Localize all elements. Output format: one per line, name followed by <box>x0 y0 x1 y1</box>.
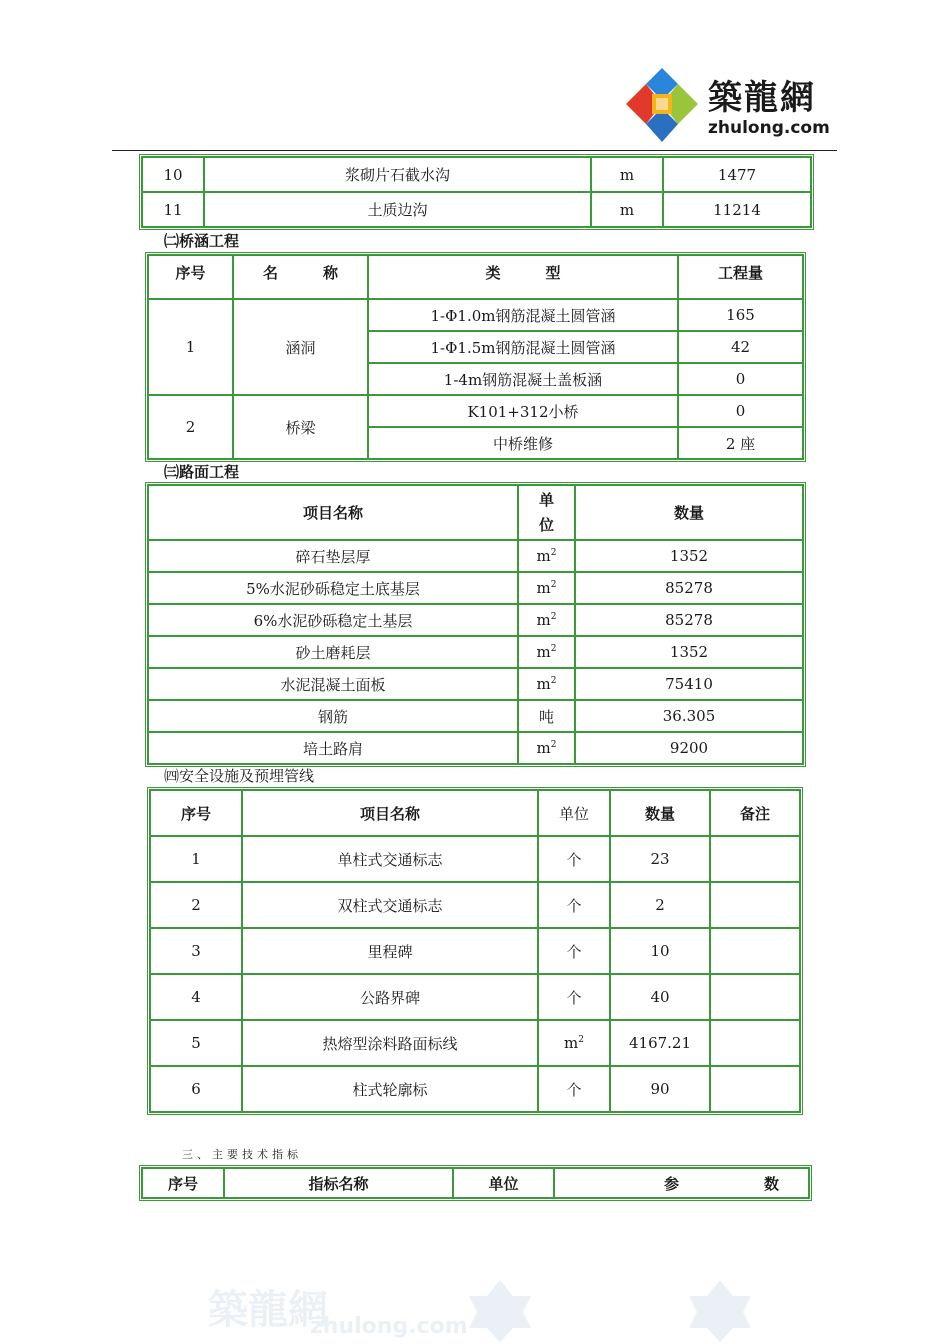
table-row <box>148 572 803 604</box>
item-type: K101+312小桥 <box>368 395 678 427</box>
group-no: 1 <box>148 299 233 395</box>
table-row <box>148 395 803 427</box>
row-name: 双柱式交通标志 <box>242 882 538 928</box>
header-unit-line1: 单 <box>538 490 554 509</box>
row-unit <box>538 974 610 1020</box>
row-unit <box>538 836 610 882</box>
row-name: 碎石垫层厚 <box>148 540 518 572</box>
unit-text: m <box>536 643 551 661</box>
row-no: 3 <box>150 928 242 974</box>
row-unit <box>518 732 575 764</box>
row-unit <box>538 882 610 928</box>
row-unit <box>538 1020 610 1066</box>
row-note <box>710 928 800 974</box>
row-qty: 75410 <box>575 668 803 700</box>
row-name: 里程碑 <box>242 928 538 974</box>
watermark-snowflake-icon <box>685 1278 755 1344</box>
group-name: 桥梁 <box>233 395 368 459</box>
unit-sup: 2 <box>550 644 557 654</box>
row-name: 钢筋 <box>148 700 518 732</box>
row-qty: 1477 <box>663 157 811 192</box>
row-name: 6%水泥砂砾稳定土基层 <box>148 604 518 636</box>
header-unit: 单位 <box>453 1168 554 1198</box>
unit-sup: 2 <box>550 676 557 686</box>
item-type: 1-Φ1.5m钢筋混凝土圆管涵 <box>368 331 678 363</box>
row-name: 水泥混凝土面板 <box>148 668 518 700</box>
row-note <box>710 1066 800 1112</box>
table-row <box>148 540 803 572</box>
pavement-table <box>145 482 806 767</box>
row-no: 2 <box>150 882 242 928</box>
row-name: 浆砌片石截水沟 <box>204 157 591 192</box>
table-row <box>150 928 800 974</box>
header-unit: 单位 <box>538 790 610 836</box>
group-no: 2 <box>148 395 233 459</box>
header-note: 备注 <box>710 790 800 836</box>
section-title-technical-indicators: 三、主要技术指标 <box>182 1148 302 1161</box>
row-qty: 2 <box>610 882 710 928</box>
unit-text: 个 <box>566 850 582 869</box>
row-unit <box>518 572 575 604</box>
row-name: 热熔型涂料路面标线 <box>242 1020 538 1066</box>
safety-facilities-table <box>147 787 803 1115</box>
item-type: 中桥维修 <box>368 427 678 459</box>
header-name: 项目名称 <box>148 485 518 540</box>
watermark <box>200 1278 760 1344</box>
header-no: 序号 <box>142 1168 224 1198</box>
row-qty: 36.305 <box>575 700 803 732</box>
row-no: 1 <box>150 836 242 882</box>
table-row <box>150 1066 800 1112</box>
item-qty: 0 <box>678 363 803 395</box>
table-row <box>142 192 811 227</box>
table-header-row <box>148 485 803 540</box>
header-qty: 数量 <box>575 485 803 540</box>
row-note <box>710 974 800 1020</box>
table-row <box>148 604 803 636</box>
header-params <box>554 1168 809 1198</box>
row-name: 5%水泥砂砾稳定土底基层 <box>148 572 518 604</box>
row-unit <box>518 604 575 636</box>
row-unit <box>538 928 610 974</box>
unit-text: m <box>536 579 551 597</box>
table-row <box>148 668 803 700</box>
row-note <box>710 882 800 928</box>
unit-text: 个 <box>566 1080 582 1099</box>
row-no: 10 <box>142 157 204 192</box>
unit-text: m <box>536 611 551 629</box>
item-qty: 0 <box>678 395 803 427</box>
row-name: 培土路肩 <box>148 732 518 764</box>
header-param-1: 参 <box>663 1174 679 1193</box>
row-qty: 40 <box>610 974 710 1020</box>
unit-text: 吨 <box>538 707 554 726</box>
row-unit: m <box>591 192 663 227</box>
row-unit <box>518 636 575 668</box>
unit-sup: 2 <box>550 580 557 590</box>
unit-sup: 2 <box>578 1035 584 1045</box>
row-no: 4 <box>150 974 242 1020</box>
row-qty: 4167.21 <box>610 1020 710 1066</box>
row-unit <box>518 668 575 700</box>
header-rule <box>112 150 837 151</box>
section-title-pavement: ㈢路面工程 <box>164 463 240 481</box>
unit-text: 个 <box>566 896 582 915</box>
row-qty: 90 <box>610 1066 710 1112</box>
row-qty: 85278 <box>575 604 803 636</box>
row-qty: 10 <box>610 928 710 974</box>
bridges-culverts-table <box>145 252 806 462</box>
header-type: 类 型 <box>368 255 678 299</box>
header-no: 序号 <box>148 255 233 299</box>
header-param-2: 数 <box>763 1174 779 1193</box>
unit-text: m <box>536 675 551 693</box>
table-row <box>150 974 800 1020</box>
table-row <box>148 636 803 668</box>
row-name: 砂土磨耗层 <box>148 636 518 668</box>
table-row <box>150 882 800 928</box>
logo-text-en: zhulong.com <box>708 118 830 138</box>
header-unit-line2: 位 <box>538 515 554 534</box>
header-unit <box>518 485 575 540</box>
row-name: 公路界碑 <box>242 974 538 1020</box>
table-header-row <box>142 1168 809 1198</box>
row-qty: 11214 <box>663 192 811 227</box>
header-no: 序号 <box>150 790 242 836</box>
row-unit <box>518 540 575 572</box>
table-row <box>150 836 800 882</box>
row-qty: 1352 <box>575 540 803 572</box>
row-note <box>710 836 800 882</box>
item-qty: 42 <box>678 331 803 363</box>
header-name: 指标名称 <box>224 1168 453 1198</box>
unit-text: 个 <box>566 942 582 961</box>
header-name: 名 称 <box>233 255 368 299</box>
logo-diamond-icon <box>622 66 702 146</box>
item-type: 1-4m钢筋混凝土盖板涵 <box>368 363 678 395</box>
table-row <box>148 732 803 764</box>
zhulong-logo <box>622 66 837 148</box>
item-type: 1-Φ1.0m钢筋混凝土圆管涵 <box>368 299 678 331</box>
unit-text: m <box>536 547 551 565</box>
table-row <box>148 700 803 732</box>
row-qty: 1352 <box>575 636 803 668</box>
watermark-text-cn: 築龍網 <box>208 1286 328 1333</box>
unit-sup: 2 <box>550 548 557 558</box>
item-qty: 2 座 <box>678 427 803 459</box>
row-qty: 85278 <box>575 572 803 604</box>
unit-sup: 2 <box>550 740 557 750</box>
header-name: 项目名称 <box>242 790 538 836</box>
table-row <box>150 1020 800 1066</box>
drainage-table <box>139 154 814 230</box>
row-name: 柱式轮廓标 <box>242 1066 538 1112</box>
group-name: 涵洞 <box>233 299 368 395</box>
unit-text: 个 <box>566 988 582 1007</box>
watermark-snowflake-icon <box>465 1278 535 1344</box>
table-header-row <box>148 255 803 299</box>
unit-sup: 2 <box>550 612 557 622</box>
section-title-safety: ㈣安全设施及预埋管线 <box>164 767 315 785</box>
item-qty: 165 <box>678 299 803 331</box>
table-header-row <box>150 790 800 836</box>
row-qty: 9200 <box>575 732 803 764</box>
row-no: 11 <box>142 192 204 227</box>
row-no: 5 <box>150 1020 242 1066</box>
table-row <box>148 299 803 331</box>
row-note <box>710 1020 800 1066</box>
table-row <box>142 157 811 192</box>
row-no: 6 <box>150 1066 242 1112</box>
section-title-bridges: ㈡桥涵工程 <box>164 232 240 250</box>
row-name: 单柱式交通标志 <box>242 836 538 882</box>
technical-indicators-table <box>139 1165 812 1201</box>
header-qty: 工程量 <box>678 255 803 299</box>
header-qty: 数量 <box>610 790 710 836</box>
row-unit: m <box>591 157 663 192</box>
unit-text: m <box>564 1034 579 1052</box>
row-qty: 23 <box>610 836 710 882</box>
unit-text: m <box>536 739 551 757</box>
row-name: 土质边沟 <box>204 192 591 227</box>
watermark-text-en: zhulong.com <box>310 1314 468 1339</box>
logo-text-cn: 築龍網 <box>708 78 816 118</box>
row-unit <box>538 1066 610 1112</box>
row-unit <box>518 700 575 732</box>
